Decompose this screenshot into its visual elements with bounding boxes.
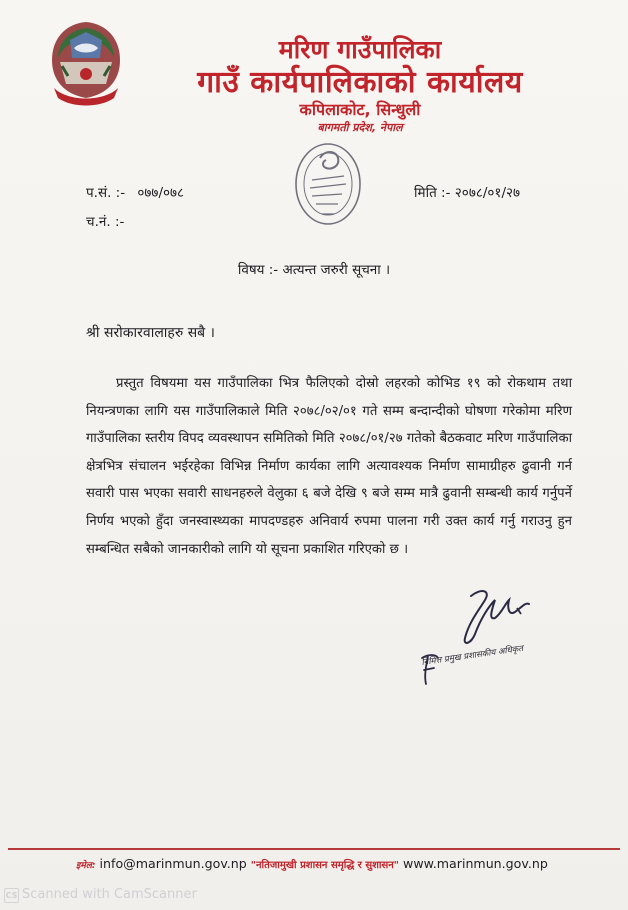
- email-label: इमेल:: [76, 861, 96, 871]
- watermark-text: Scanned with CamScanner: [22, 887, 197, 902]
- addressee: श्री सरोकारवालाहरु सबै ।: [86, 325, 215, 341]
- footer-divider: [8, 848, 620, 850]
- scanner-watermark: [0, 880, 628, 910]
- signature-icon: [455, 578, 535, 650]
- letter-date: [414, 183, 520, 201]
- date-value: २०७८/०१/२७: [454, 185, 521, 201]
- reference-number: [86, 183, 184, 201]
- footer-contact: [76, 856, 548, 871]
- province-name: बागमती प्रदेश, नेपाल: [317, 121, 403, 134]
- dispatch-label: च.नं. :-: [86, 214, 125, 230]
- footer-website[interactable]: www.marinmun.gov.np: [403, 856, 548, 871]
- subject-line: विषय :- अत्यन्त जरुरी सूचना ।: [237, 262, 391, 278]
- dispatch-number: [86, 212, 124, 230]
- notice-body: प्रस्तुत विषयमा यस गाउँपालिका भित्र फैलिएको दोस्रो लहरको कोभिड १९ को रोकथाम तथा नियन्त्रणका लागि यस गाउँपालिकाले मिति २०७८/०२/०१ गते सम्म बन्दान्दीको घोषणा गरेकोमा मरिण गाउँपालिका स्तरीय विपद व्यवस्थापन समितिको मिति २०७८/०१/२७ गतेको बैठकवाट मरिण गाउँपालिका क्षेत्रभित्र संचालन भईरहेका विभिन्न निर्माण कार्यका लागि अत्यावश्यक निर्माण सामाग्रीहरु ढुवानी गर्न सवारी पास भएका सवारी साधनहरुले वेलुका ६ बजे देखि ९ बजे सम्म मात्रै ढुवानी सम्बन्धी कार्य गर्नुपर्ने निर्णय भएको हुँदा जनस्वास्थ्यका मापदण्डहरु अनिवार्य रुपमा पालना गरी उक्त कार्य गर्नु गराउनु हुन सम्बन्धित सबैको जानकारीको लागि यो सूचना प्रकाशित गरिएको छ ।: [86, 376, 572, 557]
- camscanner-icon: CS: [4, 888, 19, 903]
- footer-email[interactable]: info@marinmun.gov.np: [99, 856, 247, 871]
- government-emblem-icon: [44, 18, 128, 110]
- office-location: कपिलाकोट, सिन्धुली: [299, 100, 421, 119]
- office-name: गाउँ कार्यपालिकाको कार्यालय: [197, 65, 523, 100]
- municipality-name: मरिण गाउँपालिका: [278, 35, 442, 64]
- date-label: मिति :-: [414, 185, 451, 201]
- reference-label: प.सं. :-: [86, 185, 126, 201]
- signatory-title: निमित्त प्रमुख प्रशासकीय अधिकृत: [420, 643, 524, 669]
- reference-value: ०७७/०७८: [137, 185, 185, 201]
- office-seal-icon: [292, 136, 364, 228]
- footer-slogan: "नतिजामुखी प्रशासन समृद्धि र सुशासन": [250, 860, 400, 871]
